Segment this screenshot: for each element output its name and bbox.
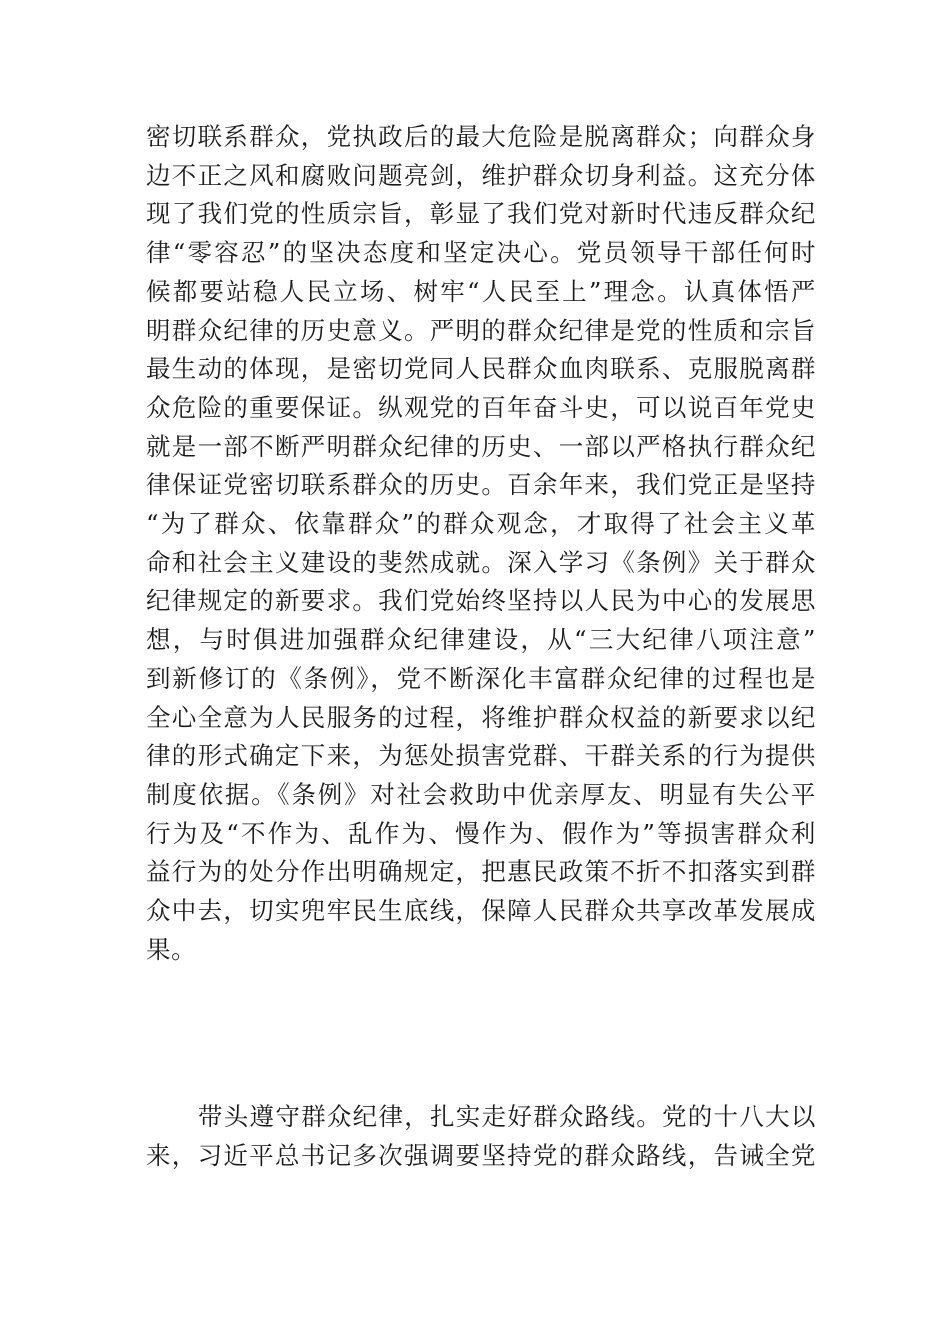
paragraph-1-line-8: 众危险的重要保证。纵观党的百年奋斗史，可以说百年党史	[146, 392, 816, 422]
paragraph-2-line-2: 来，习近平总书记多次强调要坚持党的群众路线，告诫全党	[146, 1140, 816, 1170]
paragraph-1-line-3: 现了我们党的性质宗旨，彰显了我们党对新时代违反群众纪	[146, 199, 816, 229]
paragraph-2	[146, 1098, 816, 1175]
paragraph-1-line-22: 果。	[146, 934, 197, 964]
paragraph-1-line-6: 明群众纪律的历史意义。严明的群众纪律是党的性质和宗旨	[146, 315, 816, 345]
paragraph-1-line-13: 纪律规定的新要求。我们党始终坚持以人民为中心的发展思	[146, 586, 816, 616]
paragraph-1-line-5: 候都要站稳人民立场、树牢“人民至上”理念。认真体悟严	[146, 276, 816, 306]
paragraph-1-line-7: 最生动的体现，是密切党同人民群众血肉联系、克服脱离群	[146, 354, 816, 384]
paragraph-1-line-11: “为了群众、依靠群众”的群众观念，才取得了社会主义革	[146, 509, 816, 539]
paragraph-1-line-20: 益行为的处分作出明确规定，把惠民政策不折不扣落实到群	[146, 857, 816, 887]
paragraph-1-line-21: 众中去，切实兜牢民生底线，保障人民群众共享改革发展成	[146, 896, 816, 926]
paragraph-1-line-16: 全心全意为人民服务的过程，将维护群众权益的新要求以纪	[146, 702, 816, 732]
paragraph-2-line-1: 带头遵守群众纪律，扎实走好群众路线。党的十八大以	[198, 1102, 816, 1131]
paragraph-1	[146, 118, 816, 969]
paragraph-1-line-17: 律的形式确定下来，为惩处损害党群、干群关系的行为提供	[146, 741, 816, 771]
paragraph-1-line-9: 就是一部不断严明群众纪律的历史、一部以严格执行群众纪	[146, 431, 816, 461]
paragraph-1-line-19: 行为及“不作为、乱作为、慢作为、假作为”等损害群众利	[146, 818, 816, 848]
paragraph-1-line-4: 律“零容忍”的坚决态度和坚定决心。党员领导干部任何时	[146, 238, 816, 268]
paragraph-1-line-2: 边不正之风和腐败问题亮剑，维护群众切身利益。这充分体	[146, 160, 816, 190]
paragraph-1-line-10: 律保证党密切联系群众的历史。百余年来，我们党正是坚持	[146, 470, 816, 500]
paragraph-1-line-12: 命和社会主义建设的斐然成就。深入学习《条例》关于群众	[146, 547, 816, 577]
paragraph-1-line-15: 到新修订的《条例》，党不断深化丰富群众纪律的过程也是	[146, 663, 816, 693]
paragraph-1-line-14: 想，与时俱进加强群众纪律建设，从“三大纪律八项注意”	[146, 625, 816, 655]
paragraph-1-line-1: 密切联系群众，党执政后的最大危险是脱离群众；向群众身	[146, 122, 816, 151]
paragraph-1-line-18: 制度依据。《条例》对社会救助中优亲厚友、明显有失公平	[146, 779, 816, 809]
